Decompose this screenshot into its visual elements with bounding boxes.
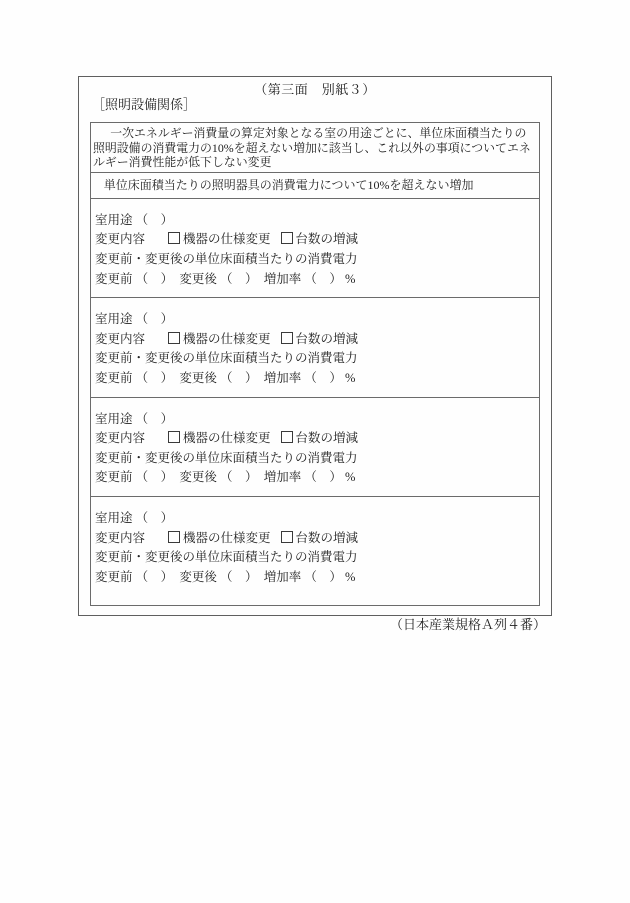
checkbox-icon[interactable]	[281, 232, 293, 244]
condition-row-primary-energy: 一次エネルギー消費量の算定対象となる室の用途ごとに、単位床面積当たりの照明設備の消費電力の10%を超えない増加に該当し、これ以外の事項についてエネルギー消費性能が低下しない変更	[93, 126, 531, 170]
unit-count-label: 台数の増減	[295, 331, 359, 346]
checkbox-icon[interactable]	[168, 531, 180, 543]
room-entry-section-2	[91, 297, 539, 396]
checkbox-icon[interactable]	[168, 332, 180, 344]
change-content-label: 変更内容	[95, 331, 146, 346]
spec-change-option	[168, 232, 271, 246]
spec-change-option	[168, 431, 271, 445]
change-content-line	[95, 429, 535, 449]
checkbox-icon[interactable]	[168, 431, 180, 443]
category-label: ［照明設備関係］	[92, 97, 197, 112]
unit-count-option	[281, 431, 359, 445]
checkbox-icon[interactable]	[281, 431, 293, 443]
before-after-values-field[interactable]: 変更前 （ ） 変更後 （ ） 増加率 （ ） %	[95, 569, 356, 584]
checkbox-icon[interactable]	[168, 232, 180, 244]
spec-change-label: 機器の仕様変更	[183, 331, 271, 346]
unit-count-option	[281, 332, 359, 346]
room-use-field[interactable]: 室用途 （ ）	[95, 411, 174, 426]
power-caption: 変更前・変更後の単位床面積当たりの消費電力	[95, 251, 358, 266]
change-content-line	[95, 529, 535, 549]
room-entry-section-1	[91, 198, 539, 297]
spec-change-option	[168, 531, 271, 545]
room-use-field[interactable]: 室用途 （ ）	[95, 510, 174, 525]
room-use-field[interactable]: 室用途 （ ）	[95, 312, 174, 327]
checkbox-icon[interactable]	[281, 531, 293, 543]
unit-count-label: 台数の増減	[295, 232, 359, 247]
unit-count-label: 台数の増減	[295, 530, 359, 545]
room-entry-section-3	[91, 397, 539, 496]
change-conditions-table	[90, 122, 540, 606]
change-content-label: 変更内容	[95, 232, 146, 247]
before-after-values-field[interactable]: 変更前 （ ） 変更後 （ ） 増加率 （ ） %	[95, 271, 356, 286]
power-caption: 変更前・変更後の単位床面積当たりの消費電力	[95, 450, 358, 465]
unit-count-label: 台数の増減	[295, 431, 359, 446]
power-caption: 変更前・変更後の単位床面積当たりの消費電力	[95, 351, 358, 366]
change-content-label: 変更内容	[95, 431, 146, 446]
unit-count-option	[281, 531, 359, 545]
power-caption: 変更前・変更後の単位床面積当たりの消費電力	[95, 550, 358, 565]
condition-row-power-increase: 単位床面積当たりの照明器具の消費電力について10%を超えない増加	[91, 172, 539, 198]
change-content-label: 変更内容	[95, 530, 146, 545]
change-content-line	[95, 230, 535, 250]
before-after-values-field[interactable]: 変更前 （ ） 変更後 （ ） 増加率 （ ） %	[95, 470, 356, 485]
spec-change-label: 機器の仕様変更	[183, 530, 271, 545]
spec-change-label: 機器の仕様変更	[183, 232, 271, 247]
room-entry-section-4	[91, 496, 539, 605]
before-after-values-field[interactable]: 変更前 （ ） 変更後 （ ） 増加率 （ ） %	[95, 370, 356, 385]
room-use-field[interactable]: 室用途 （ ）	[95, 212, 174, 227]
change-content-line	[95, 330, 535, 350]
form-sheet-frame	[78, 76, 552, 616]
sheet-title: （第三面 別紙３）	[254, 82, 376, 97]
spec-change-option	[168, 332, 271, 346]
paper-size-note: （日本産業規格Ａ列４番）	[389, 617, 546, 632]
unit-count-option	[281, 232, 359, 246]
spec-change-label: 機器の仕様変更	[183, 431, 271, 446]
checkbox-icon[interactable]	[281, 332, 293, 344]
